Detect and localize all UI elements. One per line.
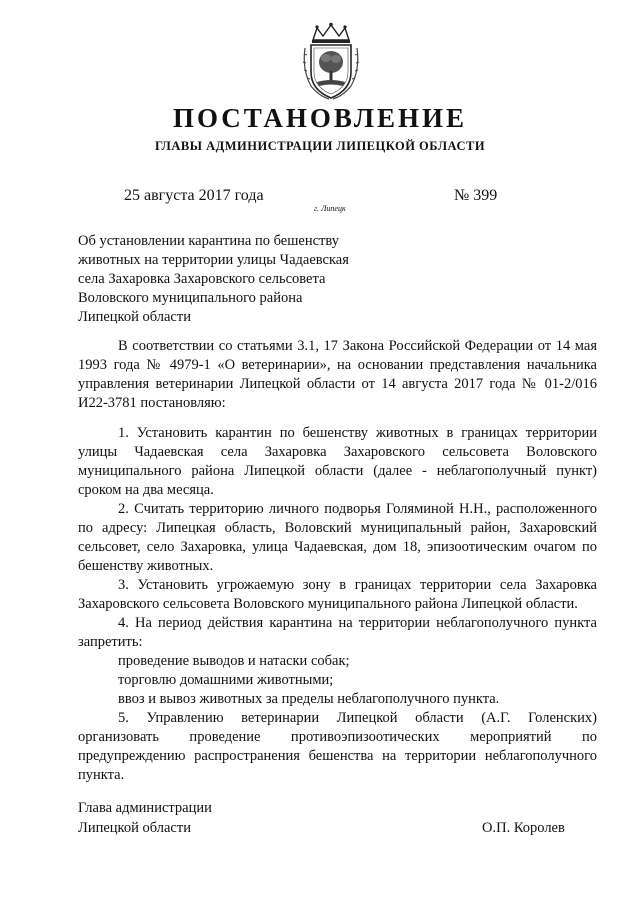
- signatory-name: О.П. Королев: [482, 820, 565, 836]
- signatory-region: Липецкой области: [78, 820, 191, 836]
- clause-5: 5. Управлению ветеринарии Липецкой области (А.Г. Голенских) организовать проведение противоэпизоотических мероприятий по предупреждению распространения бешенства на территории неблагополучного пункта.: [78, 710, 597, 783]
- subject-line: Об установлении карантина по бешенству: [78, 233, 339, 249]
- document-city: г. Липецк: [314, 204, 346, 213]
- clause-1: 1. Установить карантин по бешенству животных в границах территории улицы Чадаевская села Захаровка Захаровского сельсовета Воловского муниципального района Липецкой области (далее - неблагополучный пункт) сроком на два месяца.: [78, 425, 597, 498]
- ban-item: проведение выводов и натаски собак;: [118, 653, 350, 669]
- clause-2: 2. Считать территорию личного подворья Голяминой Н.Н., расположенного по адресу: Липецкая область, Воловский муниципальный район, Захаровский сельсовет, село Захаровка, улица Чадаевская, дом 18, эпизоотическим очагом по бешенству животных.: [78, 501, 597, 574]
- subject-line: Воловского муниципального района: [78, 290, 303, 306]
- document-date: 25 августа 2017 года: [124, 187, 264, 204]
- document-title: ПОСТАНОВЛЕНИЕ: [172, 103, 468, 133]
- clause-3: 3. Установить угрожаемую зону в границах территории села Захаровка Захаровского сельсовета Воловского муниципального района Липецкой области.: [78, 577, 597, 612]
- ban-item: торговлю домашними животными;: [118, 672, 334, 688]
- document-subject: [78, 232, 398, 327]
- ban-item: ввоз и вывоз животных за пределы неблагополучного пункта.: [118, 691, 500, 707]
- preamble-paragraph: В соответствии со статьями 3.1, 17 Закона Российской Федерации от 14 мая 1993 года № 4979-1 «О ветеринарии», на основании представления начальника управления ветеринарии Липецкой области от 14 августа 2017 года № 01-2/016 И22-3781 постановляю:: [78, 338, 597, 411]
- subject-line: Липецкой области: [78, 309, 191, 325]
- subject-line: животных на территории улицы Чадаевская: [78, 252, 349, 268]
- signatory-position: Глава администрации: [78, 800, 212, 816]
- document-number: № 399: [454, 187, 498, 204]
- clause-4: 4. На период действия карантина на территории неблагополучного пункта запретить:: [78, 615, 597, 650]
- document-body: [78, 337, 597, 785]
- document-subtitle: ГЛАВЫ АДМИНИСТРАЦИИ ЛИПЕЦКОЙ ОБЛАСТИ: [154, 139, 486, 153]
- subject-line: села Захаровка Захаровского сельсовета: [78, 271, 326, 287]
- coat-of-arms-icon: [299, 22, 363, 100]
